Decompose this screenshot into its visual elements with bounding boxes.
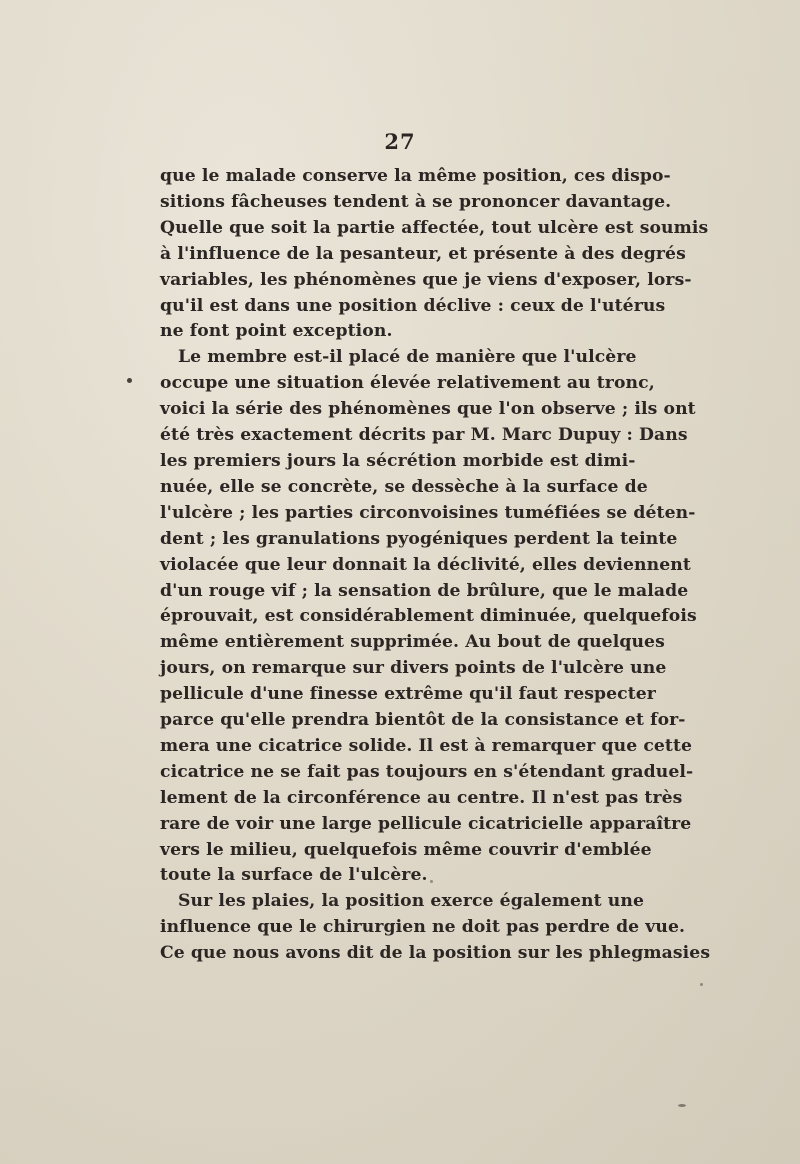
paper-speck [700, 983, 703, 986]
text-line: rare de voir une large pellicule cicatricielle apparaître [160, 813, 692, 834]
page-number: 27 [384, 129, 416, 154]
text-line: l'ulcère ; les parties circonvoisines tuméfiées se déten- [160, 502, 696, 523]
paper-speck [430, 880, 433, 883]
text-line: voici la série des phénomènes que l'on observe ; ils ont [160, 399, 696, 420]
text-line: cicatrice ne se fait pas toujours en s'étendant graduel- [160, 761, 694, 782]
text-line: même entièrement supprimée. Au bout de quelques [160, 632, 665, 653]
text-line: Ce que nous avons dit de la position sur les phlegmasies [160, 943, 711, 964]
text-line: jours, on remarque sur divers points de l'ulcère une [160, 658, 667, 679]
text-line: violacée que leur donnait la déclivité, elles deviennent [160, 554, 691, 575]
text-line: influence que le chirurgien ne doit pas perdre de vue. [160, 917, 686, 938]
text-line: les premiers jours la sécrétion morbide est dimi- [160, 450, 636, 471]
text-line: nuée, elle se concrète, se dessèche à la surface de [160, 476, 648, 497]
text-line: occupe une situation élevée relativement au tronc, [160, 373, 655, 394]
paper-speck [127, 378, 132, 383]
text-line: dent ; les granulations pyogéniques perdent la teinte [160, 528, 678, 549]
text-line: parce qu'elle prendra bientôt de la consistance et for- [160, 710, 686, 731]
text-line: vers le milieu, quelquefois même couvrir d'emblée [160, 839, 652, 860]
text-line: Le membre est-il placé de manière que l'ulcère [178, 347, 637, 368]
text-line: sitions fâcheuses tendent à se prononcer davantage. [160, 191, 672, 212]
text-line: variables, les phénomènes que je viens d'exposer, lors- [160, 269, 692, 290]
text-line: à l'influence de la pesanteur, et présente à des degrés [160, 243, 686, 264]
text-line: pellicule d'une finesse extrême qu'il faut respecter [160, 684, 656, 705]
text-line: été très exactement décrits par M. Marc Dupuy : Dans [160, 425, 688, 446]
text-line: qu'il est dans une position déclive : ceux de l'utérus [160, 295, 666, 316]
text-line: ne font point exception. [160, 321, 393, 342]
text-line: lement de la circonférence au centre. Il n'est pas très [160, 787, 683, 808]
text-line: Quelle que soit la partie affectée, tout ulcère est soumis [160, 217, 709, 238]
text-line: mera une cicatrice solide. Il est à remarquer que cette [160, 735, 693, 756]
text-line: d'un rouge vif ; la sensation de brûlure, que le malade [160, 580, 689, 601]
text-line: toute la surface de l'ulcère. [160, 865, 428, 886]
text-line: Sur les plaies, la position exerce également une [178, 891, 644, 912]
body-text [160, 164, 711, 967]
paper-speck [678, 1104, 686, 1107]
text-line: éprouvait, est considérablement diminuée, quelquefois [160, 606, 697, 627]
text-line: que le malade conserve la même position, ces dispo- [160, 166, 671, 186]
